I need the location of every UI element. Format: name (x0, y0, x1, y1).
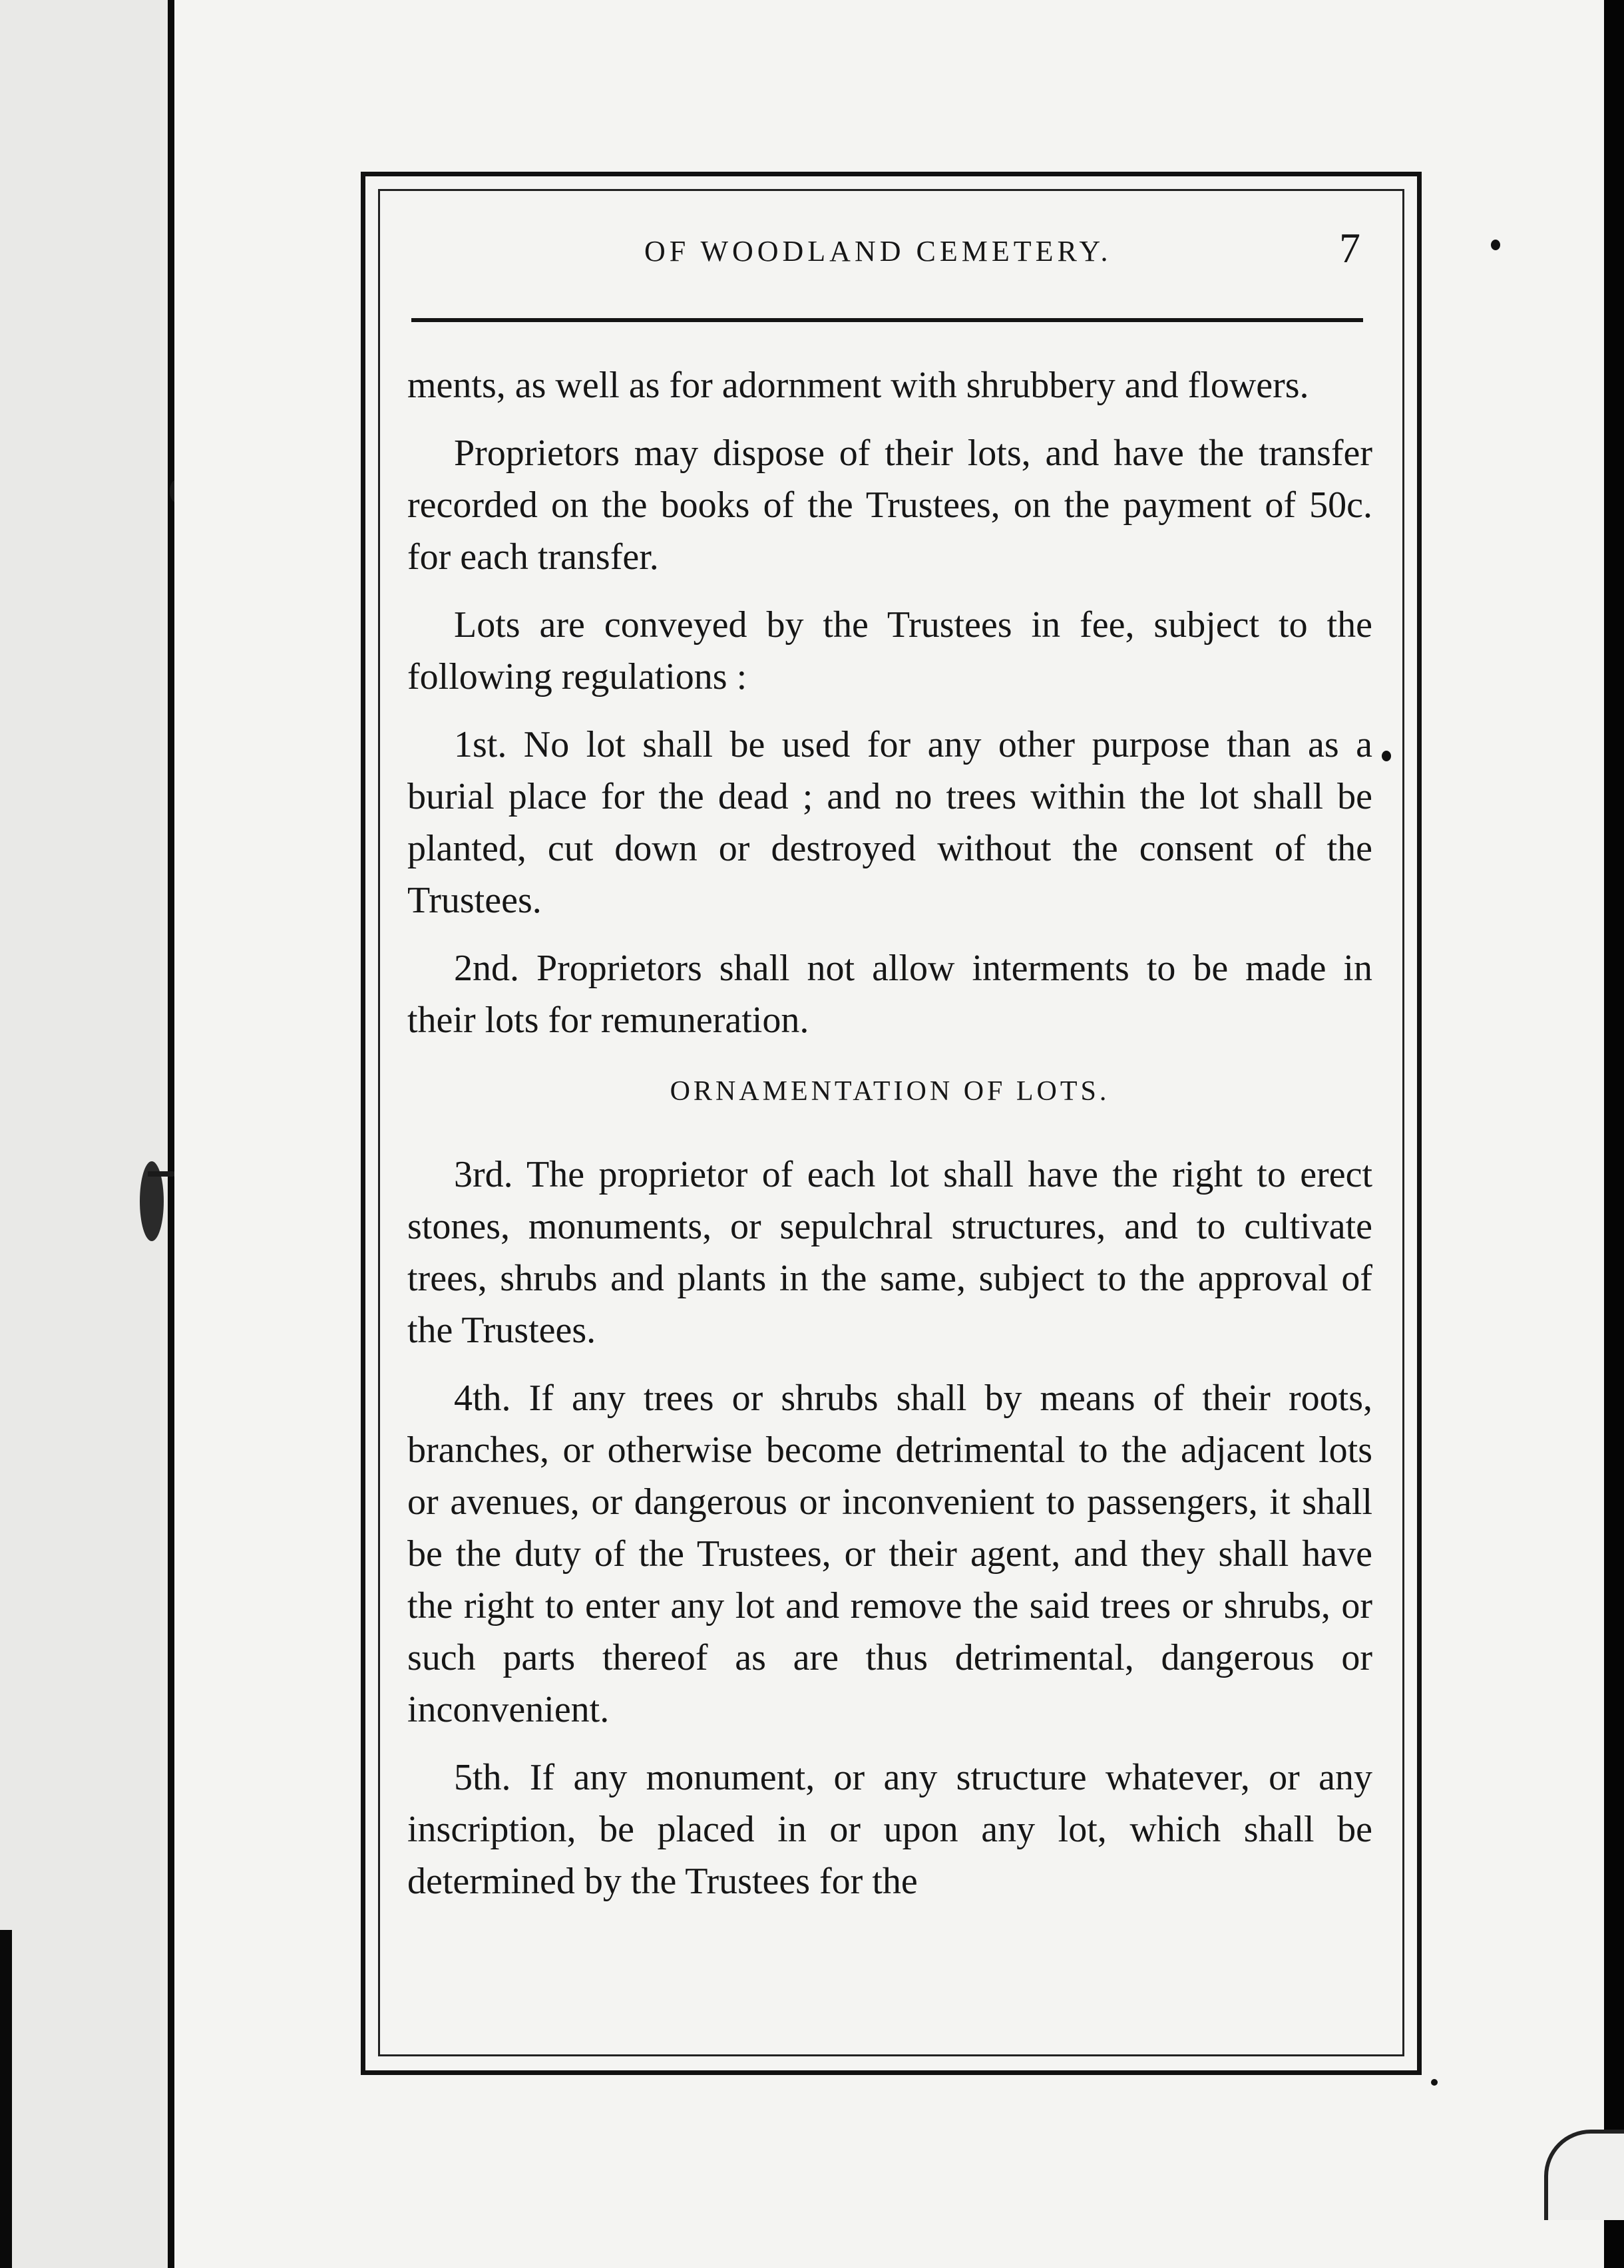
ink-speck (1431, 2079, 1438, 2086)
paragraph: Lots are conveyed by the Trustees in fee, subject to the following regulations : (407, 604, 1372, 697)
regulation-3rd: 3rd. The proprietor of each lot shall have the right to erect stones, monuments, or sepulchral structures, and to cultivate trees, shrubs and plants in the same, subject to the approval of the Trustees. (407, 1154, 1372, 1351)
regulation-4th: 4th. If any trees or shrubs shall by means of their roots, branches, or otherwise become detrimental to the adjacent lots or avenues, or dangerous or inconvenient to passengers, it shall be the duty of the Trustees, or their agent, and they shall have the right to enter any lot and remove the said trees or shrubs, or such parts thereof as are thus detrimental, dangerous or inconvenient. (407, 1378, 1372, 1730)
page-number: 7 (1339, 224, 1360, 272)
regulation-2nd: 2nd. Proprietors shall not allow interments to be made in their lots for remuneration. (407, 948, 1372, 1041)
paragraph: Proprietors may dispose of their lots, and have the transfer recorded on the books of the Trustees, on the payment of 50c. for each transfer. (407, 433, 1372, 578)
regulation-1st: 1st. No lot shall be used for any other purpose than as a burial place for the dead ; and no trees within the lot shall be planted, cut down or destroyed without the consent of the Trustees. (407, 724, 1372, 921)
regulation-5th: 5th. If any monument, or any structure whatever, or any inscription, be placed in or upon any lot, which shall be determined by the Trustees for the (407, 1757, 1372, 1902)
section-heading: ORNAMENTATION OF LOTS. (670, 1076, 1110, 1107)
adjacent-page (0, 0, 168, 2268)
page-edge (1604, 0, 1624, 2268)
page-shadow (0, 1930, 12, 2268)
body-text (407, 359, 1372, 1923)
ink-speck (1491, 240, 1500, 250)
paragraph: ments, as well as for adornment with shrubbery and flowers. (407, 365, 1309, 406)
binding-gutter (168, 0, 173, 2268)
running-head: OF WOODLAND CEMETERY. (644, 235, 1112, 268)
header-rule (411, 318, 1363, 322)
